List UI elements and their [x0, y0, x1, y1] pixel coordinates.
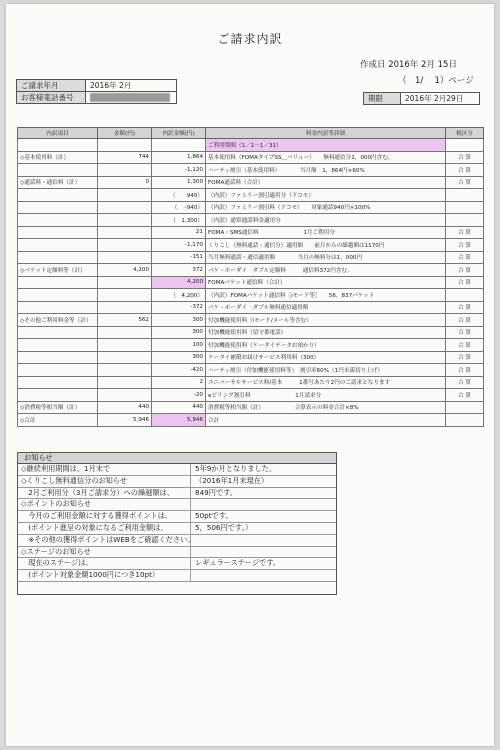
notice-divider	[190, 511, 191, 522]
notice-value: 849円です。	[195, 487, 237, 497]
cell-item	[18, 201, 98, 214]
cell-amount: 744	[98, 151, 152, 164]
cell-item: ◇その他ご利用料金等（計）	[18, 314, 98, 327]
cell-item: ◇消費税等相当額（計）	[18, 401, 98, 414]
cell-tax: 合 算	[446, 251, 484, 264]
cell-amount: 5,946	[98, 414, 152, 427]
cell-breakdown: 1,300	[152, 176, 206, 189]
table-row	[18, 189, 484, 202]
cell-detail: 当月無料通話・通信適用額 当月の無料分は1，000円	[206, 251, 446, 264]
page-title: ご請求内訳	[217, 32, 283, 46]
cell-amount	[98, 276, 152, 289]
cell-breakdown: -20	[152, 389, 206, 402]
cell-breakdown: 300	[152, 351, 206, 364]
cell-breakdown: （ 1,300）	[152, 214, 206, 227]
cell-breakdown: 300	[152, 314, 206, 327]
notice-label: 今月のご利用金額に対する獲得ポイントは、	[21, 511, 172, 521]
table-row	[18, 414, 484, 427]
cell-tax	[446, 414, 484, 427]
table-row	[18, 314, 484, 327]
notice-value: （2016年1月末現在）	[195, 475, 269, 485]
notice-divider	[190, 476, 191, 487]
cell-detail: （内訳）FOMAパケット通信料［iモード等］ 56，837パケット	[206, 289, 446, 302]
cell-item	[18, 276, 98, 289]
cell-item: ◇基本使用料（計）	[18, 151, 98, 164]
cell-breakdown: -1,120	[152, 164, 206, 177]
table-row	[18, 276, 484, 289]
notice-divider	[190, 523, 191, 534]
notice-divider	[190, 570, 191, 581]
cell-breakdown: 4,200	[152, 276, 206, 289]
cell-tax: 合 算	[446, 326, 484, 339]
cell-tax: 合 算	[446, 151, 484, 164]
cell-breakdown: -420	[152, 364, 206, 377]
cell-breakdown: 300	[152, 326, 206, 339]
table-row	[18, 139, 484, 152]
cell-amount	[98, 389, 152, 402]
phone-number-redacted	[86, 92, 177, 104]
cell-amount	[98, 189, 152, 202]
cell-detail: FOMA・SMS通信料 1月ご利用分	[206, 226, 446, 239]
cell-item	[18, 301, 98, 314]
cell-detail: 合計	[206, 414, 446, 427]
cell-breakdown: （ 940）	[152, 189, 206, 202]
cell-item: ◇パケット定額料等（計）	[18, 264, 98, 277]
cell-tax: 合 算	[446, 376, 484, 389]
table-row	[18, 289, 484, 302]
table-row	[18, 164, 484, 177]
billing-month-label: ご請求年月	[17, 80, 86, 92]
cell-detail: 消費税等相当額（計） 合算表示の料金合計×8%	[206, 401, 446, 414]
cell-amount: 440	[98, 401, 152, 414]
cell-amount	[98, 339, 152, 352]
notice-divider	[190, 488, 191, 499]
notice-row	[18, 570, 336, 582]
cell-item: ◇通話料・通信料（計）	[18, 176, 98, 189]
cell-detail: （内訳）通常通話料金適用分	[206, 214, 446, 227]
cell-breakdown: 1,864	[152, 151, 206, 164]
cell-tax	[446, 189, 484, 202]
notice-label: 2月ご利用分（3月ご請求分）への繰越額は、	[21, 487, 174, 497]
table-row	[18, 301, 484, 314]
cell-amount	[98, 239, 152, 252]
cell-breakdown: （ 4,200）	[152, 289, 206, 302]
cell-tax	[446, 201, 484, 214]
cell-item	[18, 376, 98, 389]
cell-tax: 合 算	[446, 389, 484, 402]
cell-breakdown: -372	[152, 301, 206, 314]
cell-tax	[446, 139, 484, 152]
cell-amount	[98, 364, 152, 377]
notice-divider	[190, 499, 191, 510]
notice-label: ◇ステージのお知らせ	[21, 546, 91, 556]
cell-tax: 合 算	[446, 314, 484, 327]
notice-divider	[190, 535, 191, 546]
cell-detail: FOMAパケット通信料（合計）	[206, 276, 446, 289]
cell-tax: 合 算	[446, 276, 484, 289]
cell-amount	[98, 226, 152, 239]
header-item: 内訳項目	[18, 128, 98, 139]
cell-amount	[98, 164, 152, 177]
cell-item	[18, 326, 98, 339]
table-row	[18, 226, 484, 239]
cell-amount: 0	[98, 176, 152, 189]
cell-item	[18, 251, 98, 264]
table-row	[18, 176, 484, 189]
notice-label: ◇継続利用期間は、1月末で	[21, 464, 111, 473]
header-tax: 税区分	[446, 128, 484, 139]
due-label: 期限	[364, 93, 401, 105]
cell-detail: ユニバーサルサービス料/基本 1番号あたり2円のご請求となります	[206, 376, 446, 389]
cell-detail: eビリング割引料 1月請求分	[206, 389, 446, 402]
phone-label: お客様電話番号	[17, 92, 86, 104]
header-detail: 料金内訳等詳細	[206, 128, 446, 139]
header-breakdown-amount: 内訳金額(円)	[152, 128, 206, 139]
cell-detail: パケ・ホーダイ ダブル無料通信適用額	[206, 301, 446, 314]
cell-amount	[98, 289, 152, 302]
cell-tax	[446, 214, 484, 227]
page-indicator: （ 1/ 1）ページ	[398, 76, 474, 86]
cell-item	[18, 351, 98, 364]
notice-row	[18, 547, 336, 559]
cell-amount	[98, 214, 152, 227]
charges-table	[17, 127, 484, 427]
cell-breakdown: 21	[152, 226, 206, 239]
notice-row	[18, 535, 336, 547]
cell-detail: ご利用期間（1／1～1／31）	[206, 139, 446, 152]
cell-breakdown: -151	[152, 251, 206, 264]
billing-month-value: 2016年 2月	[86, 80, 177, 92]
table-row	[18, 151, 484, 164]
cell-detail: ハーティ割引（基本使用料） 当月額 1，864円×60%	[206, 164, 446, 177]
cell-tax: 合 算	[446, 226, 484, 239]
cell-breakdown: 440	[152, 401, 206, 414]
cell-item	[18, 214, 98, 227]
cell-tax: 合 算	[446, 264, 484, 277]
cell-item	[18, 339, 98, 352]
notice-row	[18, 511, 336, 523]
invoice-page	[6, 4, 494, 746]
notice-heading: お知らせ	[18, 453, 336, 464]
cell-detail: ケータイ補償お届けサービス利用料（300）	[206, 351, 446, 364]
customer-info-table	[16, 79, 177, 104]
notice-value: レギュラーステージです。	[195, 558, 281, 568]
cell-item	[18, 139, 98, 152]
cell-detail: くりこし（無料通話・通信分）適用額 前月からの繰越額は1170円	[206, 239, 446, 252]
cell-amount	[98, 326, 152, 339]
notice-divider	[190, 547, 191, 558]
notice-divider	[190, 464, 191, 475]
cell-detail: （内訳）ファミリー割引適用分（ドコモ）	[206, 189, 446, 202]
cell-breakdown: 5,946	[152, 414, 206, 427]
notice-divider	[190, 558, 191, 569]
cell-item	[18, 164, 98, 177]
cell-amount	[98, 301, 152, 314]
cell-tax: 合 算	[446, 339, 484, 352]
cell-breakdown: -1,170	[152, 239, 206, 252]
table-row	[18, 214, 484, 227]
cell-item	[18, 389, 98, 402]
table-row	[18, 364, 484, 377]
cell-tax: 合 算	[446, 351, 484, 364]
table-row	[18, 376, 484, 389]
cell-item	[18, 189, 98, 202]
issued-date: 作成日 2016年 2月 15日	[360, 60, 457, 70]
cell-detail: （内訳）ファミリー割引料（ドコモ） 対象通話940円×100%	[206, 201, 446, 214]
cell-breakdown: 100	[152, 339, 206, 352]
cell-item	[18, 289, 98, 302]
notice-value: 5年9か月となりました。	[195, 464, 277, 473]
notice-row	[18, 499, 336, 511]
cell-item	[18, 239, 98, 252]
notice-row	[18, 488, 336, 500]
table-row	[18, 239, 484, 252]
cell-amount: 4,200	[98, 264, 152, 277]
notice-row	[18, 558, 336, 570]
notice-value: 50ptです。	[195, 511, 233, 521]
cell-tax: 合 算	[446, 164, 484, 177]
cell-detail: 付加機能使用料（iモード/メール等含む）	[206, 314, 446, 327]
cell-breakdown: 2	[152, 376, 206, 389]
cell-detail: 付加機能使用料（留守番電話）	[206, 326, 446, 339]
cell-tax	[446, 401, 484, 414]
cell-item: ◇合計	[18, 414, 98, 427]
cell-breakdown: 372	[152, 264, 206, 277]
table-row	[18, 201, 484, 214]
notice-value: 5，506円です。）	[195, 522, 253, 532]
cell-detail: FOMA通話料（合計）	[206, 176, 446, 189]
notice-box	[17, 452, 337, 595]
cell-tax: 合 算	[446, 301, 484, 314]
cell-amount	[98, 376, 152, 389]
table-row	[18, 389, 484, 402]
redaction-mark	[90, 93, 170, 102]
cell-amount	[98, 351, 152, 364]
cell-tax: 合 算	[446, 239, 484, 252]
notice-label: (ポイント対象金額1000円につき10pt）	[21, 570, 160, 580]
cell-detail: ハーティ割引（付加機能使用料等） 割引率60%（1円未満切り上げ）	[206, 364, 446, 377]
due-date-table	[363, 92, 480, 105]
table-row	[18, 351, 484, 364]
cell-detail: 付加機能使用料（ケータイデータお預かり）	[206, 339, 446, 352]
cell-item	[18, 364, 98, 377]
cell-breakdown	[152, 139, 206, 152]
notice-label: 現在のステージは、	[21, 558, 93, 568]
cell-tax	[446, 289, 484, 302]
cell-item	[18, 226, 98, 239]
cell-amount: 562	[98, 314, 152, 327]
table-row	[18, 264, 484, 277]
header-amount: 金額(円)	[98, 128, 152, 139]
due-value: 2016年 2月29日	[401, 93, 480, 105]
cell-detail: 基本使用料（FOMAタイプSS＿バリュー） 無料通信分1，000円含む。	[206, 151, 446, 164]
cell-tax: 合 算	[446, 176, 484, 189]
cell-amount	[98, 201, 152, 214]
cell-detail: パケ・ホーダイ ダブル定額料 通信料372円含む。	[206, 264, 446, 277]
cell-amount	[98, 139, 152, 152]
notice-label: ◇ポイントのお知らせ	[21, 499, 91, 509]
table-row	[18, 326, 484, 339]
notice-label: ◇くりこし無料通信分のお知らせ	[21, 475, 127, 485]
notice-label: ※その他の獲得ポイントはWEBをご確認ください。	[21, 534, 195, 544]
notice-label: (ポイント進呈の対象になるご利用金額は、	[21, 522, 168, 532]
notice-row	[18, 464, 336, 476]
cell-tax: 合 算	[446, 364, 484, 377]
table-row	[18, 401, 484, 414]
notice-row	[18, 476, 336, 488]
table-row	[18, 339, 484, 352]
cell-breakdown: （ -940）	[152, 201, 206, 214]
notice-row	[18, 523, 336, 535]
table-row	[18, 251, 484, 264]
cell-amount	[98, 251, 152, 264]
table-header-row	[18, 128, 484, 139]
